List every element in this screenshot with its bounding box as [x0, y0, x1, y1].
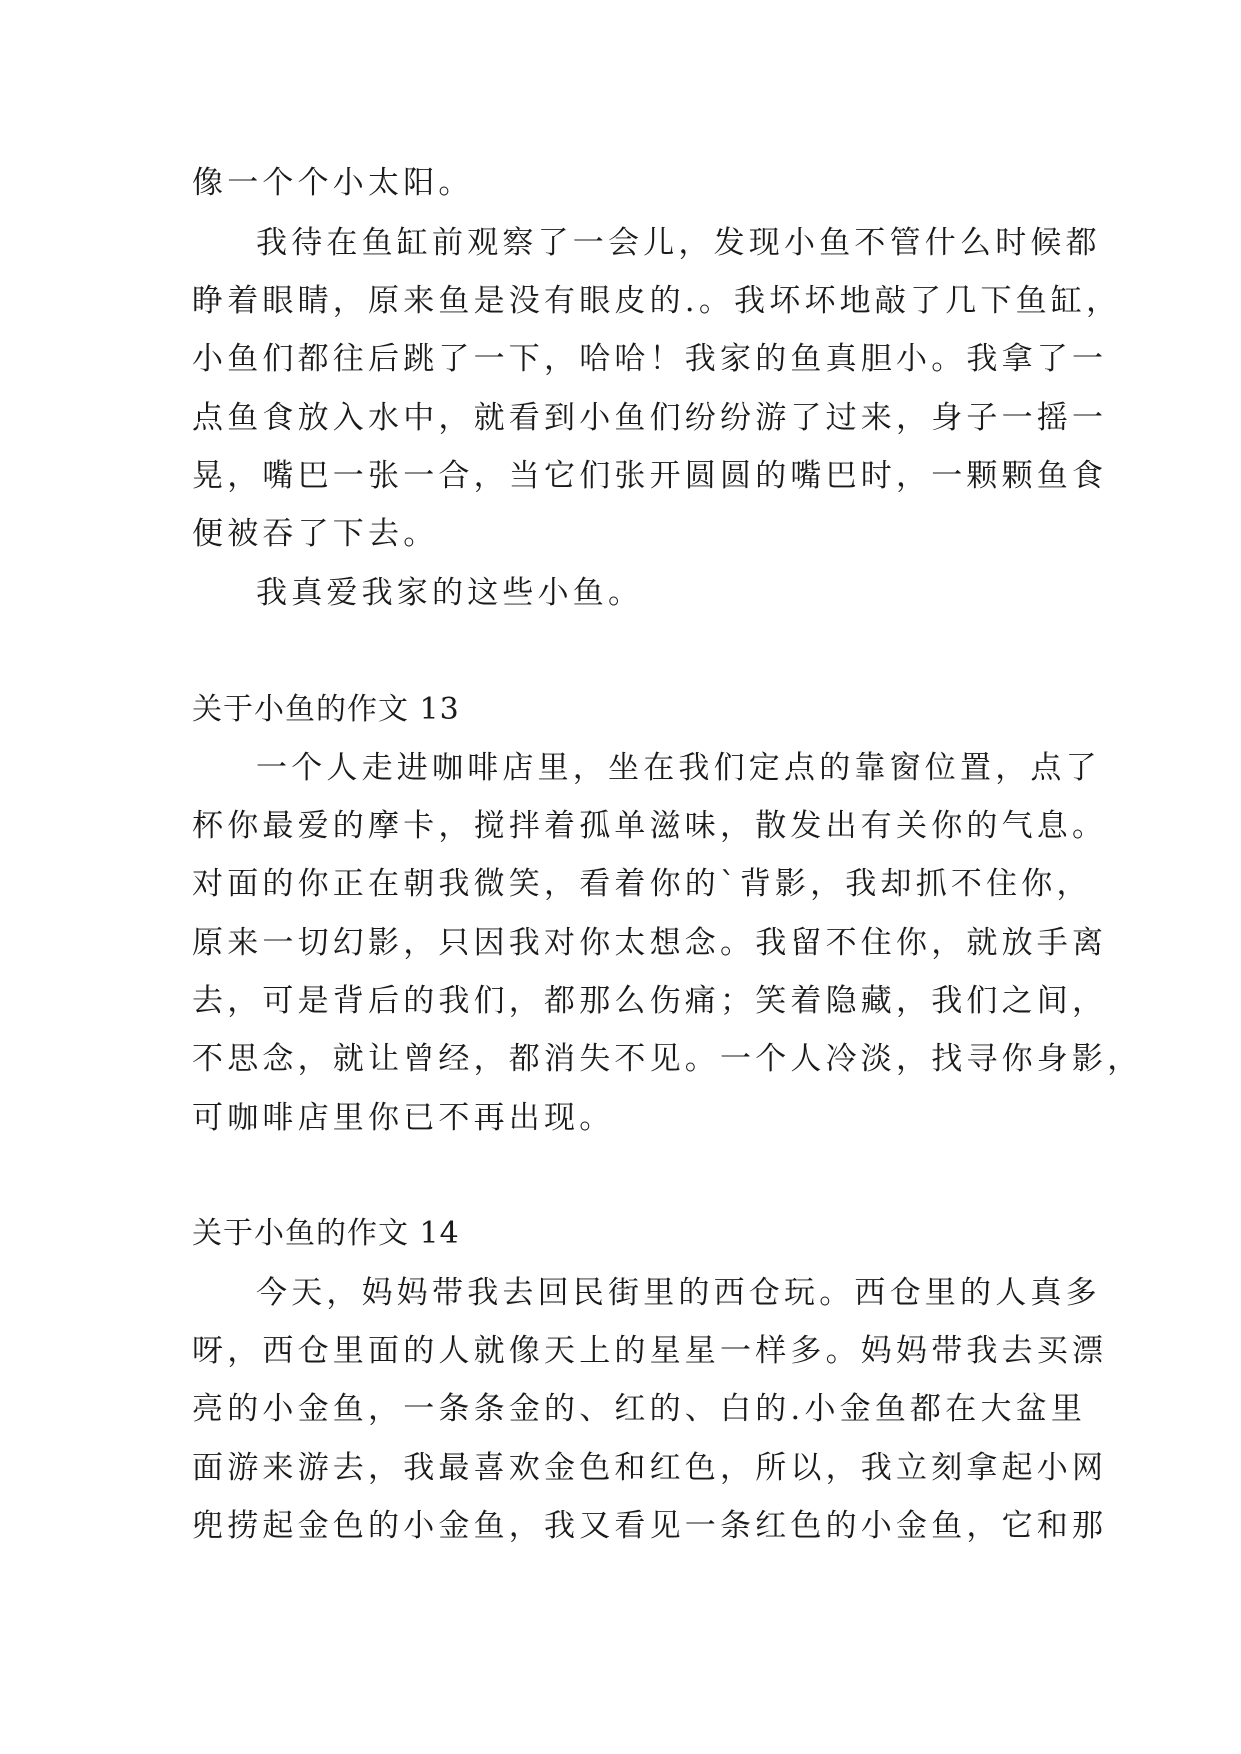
section-heading: 关于小鱼的作文 13: [192, 692, 460, 727]
paragraph-line: 我真爱我家的这些小鱼。: [256, 575, 644, 611]
paragraph-line: 对面的你正在朝我微笑，看着你的`背影，我却抓不住你，: [192, 866, 1092, 902]
paragraph-line: 去，可是背后的我们，都那么伤痛；笑着隐藏，我们之间，: [192, 983, 1108, 1019]
paragraph-line: 面游来游去，我最喜欢金色和红色，所以，我立刻拿起小网: [192, 1450, 1108, 1486]
paragraph-line: 我待在鱼缸前观察了一会儿，发现小鱼不管什么时候都: [256, 225, 1101, 261]
section-heading: 关于小鱼的作文 14: [192, 1216, 460, 1251]
paragraph-line: 晃，嘴巴一张一合，当它们张开圆圆的嘴巴时，一颗颗鱼食: [192, 458, 1108, 494]
paragraph-line: 点鱼食放入水中，就看到小鱼们纷纷游了过来，身子一摇一: [192, 400, 1108, 436]
paragraph-line: 小鱼们都往后跳了一下，哈哈！我家的鱼真胆小。我拿了一: [192, 341, 1108, 377]
paragraph-line: 杯你最爱的摩卡，搅拌着孤单滋味，散发出有关你的气息。: [192, 808, 1108, 844]
paragraph-line: 可咖啡店里你已不再出现。: [192, 1100, 615, 1136]
paragraph-line: 像一个个小太阳。: [192, 165, 474, 201]
paragraph-line: 亮的小金鱼，一条条金的、红的、白的.小金鱼都在大盆里: [192, 1391, 1087, 1427]
paragraph-line: 兜捞起金色的小金鱼，我又看见一条红色的小金鱼，它和那: [192, 1508, 1108, 1544]
paragraph-line: 呀，西仓里面的人就像天上的星星一样多。妈妈带我去买漂: [192, 1333, 1108, 1369]
paragraph-line: 原来一切幻影，只因我对你太想念。我留不住你，就放手离: [192, 925, 1108, 961]
paragraph-line: 今天，妈妈带我去回民街里的西仓玩。西仓里的人真多: [256, 1275, 1101, 1311]
paragraph-line: 一个人走进咖啡店里，坐在我们定点的靠窗位置，点了: [256, 750, 1101, 786]
paragraph-line: 睁着眼睛，原来鱼是没有眼皮的.。我坏坏地敲了几下鱼缸，: [192, 283, 1122, 319]
paragraph-line: 便被吞了下去。: [192, 516, 439, 552]
paragraph-line: 不思念，就让曾经，都消失不见。一个人冷淡，找寻你身影，: [192, 1041, 1143, 1077]
